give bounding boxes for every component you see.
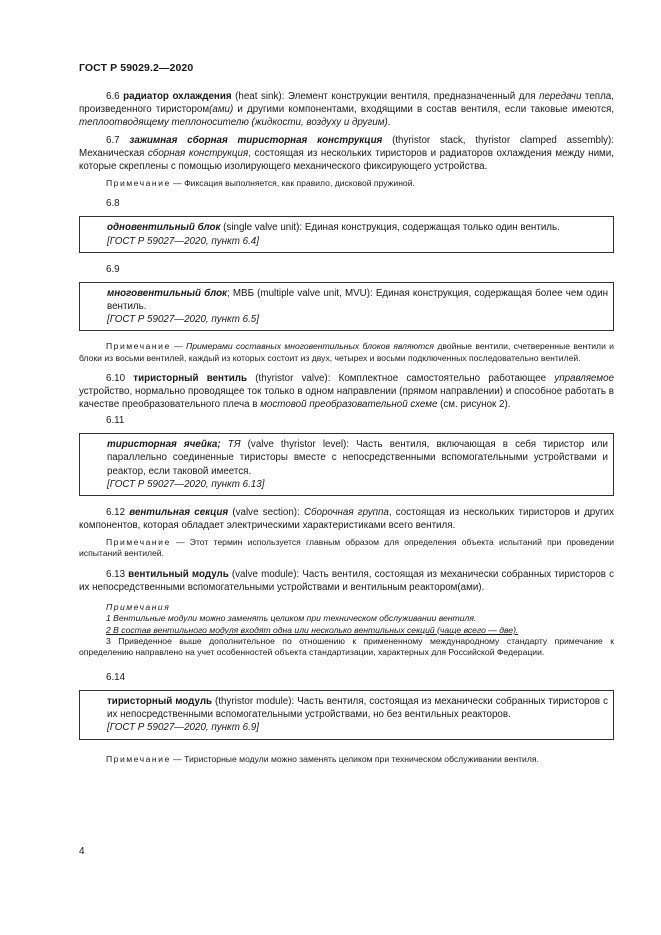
clause-number-6-11: 6.11 bbox=[106, 415, 125, 427]
clause-number: 6.10 bbox=[106, 373, 134, 385]
term-text: устройство, нормально проводящее ток только в одном направлении (прямом направлении) и способное работать в качестве преобразовательного плеча в bbox=[79, 386, 614, 411]
term-text: . bbox=[387, 117, 391, 128]
document-header: ГОСТ Р 59029.2—2020 bbox=[79, 62, 194, 74]
note-6-14 bbox=[79, 754, 614, 765]
term-name: одновентильный блок bbox=[107, 222, 221, 234]
reference: [ГОСТ Р 59027—2020, пункт 6.5] bbox=[107, 314, 259, 326]
term-text: (thyristor stack, thyristor clamped assembly): Механическая bbox=[79, 135, 614, 159]
note-item-3: 3 Приведенное выше дополнительное по отношению к примененному международному стандарту примечание к определению направлено на учет особенностей объекта стандартизации, характерных для Российской Федерации. bbox=[79, 636, 614, 658]
note-text: — bbox=[170, 341, 186, 352]
reference: [ГОСТ Р 59027—2020, пункт 6.9] bbox=[107, 722, 259, 734]
term-name: вентильная секция bbox=[129, 507, 229, 519]
note-text: — Этот термин используется главным образом для определения объекта испытаний при проведении испытаний вентилей. bbox=[79, 537, 614, 559]
term-text-italic: сборная конструкция bbox=[147, 148, 249, 159]
term-text: (thyristor module): Часть вентиля, состоящая из механически собранных тиристоров с их непосредственными вспомогательными устройствами, но без вентильных реакторов. bbox=[107, 695, 608, 721]
page-body bbox=[79, 90, 614, 773]
term-text-italic: теплоотводящему теплоносителю (жидкости, воздуху и другим) bbox=[79, 117, 388, 128]
term-text: (valve thyristor level): Часть вентиля, включающая в себя тиристор или параллельно соединенные тиристоры вместе с непосредственными вспомогательными устройствами и реактор, если таковой имеется. bbox=[107, 439, 609, 477]
note-text-italic: Примерами составных многовентильных блоков являются bbox=[185, 341, 434, 352]
term-name: вентильный модуль bbox=[128, 568, 229, 580]
reference: [ГОСТ Р 59027—2020, пункт 6.13] bbox=[107, 478, 265, 490]
clause-number: 6.12 bbox=[106, 507, 130, 519]
term-abbreviation: ТЯ bbox=[220, 439, 241, 451]
term-text: ; МВБ (multiple valve unit, MVU): Единая конструкция, содержащая более чем один вентиль. bbox=[107, 287, 608, 313]
term-box-6-14 bbox=[79, 690, 614, 740]
clause-number: 6.7 bbox=[106, 135, 130, 146]
notes-6-13 bbox=[79, 602, 614, 659]
term-text: , состоящая из нескольких тиристоров и радиаторов охлаждения между ними, которые скреплены с помощью изолирующего механического фиксирующего устройства. bbox=[79, 148, 614, 172]
term-name: многовентильный блок bbox=[107, 287, 228, 299]
term-6-6 bbox=[79, 90, 614, 129]
note-label: Примечание bbox=[106, 178, 171, 188]
term-text: (single valve unit): Единая конструкция, содержащая только один вентиль. bbox=[220, 222, 560, 234]
term-text-italic: (ами) bbox=[209, 104, 234, 115]
term-text-italic: передачи bbox=[539, 91, 582, 102]
term-text: (valve section): bbox=[228, 507, 304, 519]
term-name: радиатор охлаждения bbox=[123, 91, 232, 102]
note-label: Примечание bbox=[106, 537, 171, 548]
term-text: , состоящая из нескольких тиристоров и других компонентов, которая обладает электрическими характеристиками всего вентиля. bbox=[79, 507, 614, 532]
note-text: — Фиксация выполняется, как правило, дисковой пружиной. bbox=[170, 178, 415, 188]
page-number: 4 bbox=[79, 846, 85, 857]
term-text-italic: управляемое bbox=[554, 373, 614, 385]
term-text: (valve module): Часть вентиля, состоящая из механически собранных тиристоров с их непосредственными вспомогательными устройствами и вентильным реактором(ами). bbox=[79, 568, 614, 593]
term-6-12 bbox=[79, 506, 614, 532]
term-text: и другими компонентами, входящими в состав вентиля, если таковые имеются, bbox=[233, 104, 614, 115]
note-item-2: 2 В состав вентильного модуля входят одна или несколько вентильных секций (чаще всего — две). bbox=[106, 624, 519, 635]
note-label: Примечание bbox=[106, 753, 171, 764]
note-item-1: 1 Вентильные модули можно заменять целиком при техническом обслуживании вентиля. bbox=[106, 613, 477, 624]
term-name: тиристорный вентиль bbox=[133, 373, 248, 385]
term-name: тиристорная ячейка; bbox=[107, 439, 221, 451]
term-text-italic: Сборочная группа bbox=[303, 507, 389, 519]
reference: [ГОСТ Р 59027—2020, пункт 6.4] bbox=[107, 235, 259, 247]
term-box-6-9 bbox=[79, 282, 614, 332]
clause-number-6-9: 6.9 bbox=[106, 263, 120, 275]
clause-number-6-8: 6.8 bbox=[106, 198, 120, 210]
note-label: Примечание bbox=[106, 341, 171, 352]
term-text: тепла, произведенного тиристором bbox=[79, 91, 614, 115]
note-6-7 bbox=[79, 178, 614, 189]
term-6-13 bbox=[79, 568, 614, 594]
clause-number: 6.6 bbox=[106, 91, 124, 102]
note-6-9 bbox=[79, 341, 614, 364]
note-6-12 bbox=[79, 537, 614, 560]
term-name: тиристорный модуль bbox=[107, 695, 213, 707]
term-6-10 bbox=[79, 372, 614, 411]
clause-number-6-14: 6.14 bbox=[106, 671, 126, 683]
term-text: (heat sink): Элемент конструкции вентиля, предназначенный для bbox=[231, 91, 540, 102]
notes-heading: Примечания bbox=[106, 601, 171, 612]
term-text-italic: мостовой преобразовательной схеме bbox=[260, 399, 438, 411]
note-text: — Тиристорные модули можно заменять целиком при техническом обслуживании вентиля. bbox=[170, 753, 539, 764]
term-text: (см. рисунок 2). bbox=[437, 399, 511, 411]
term-text: (thyristor valve): Комплектное самостоятельно работающее bbox=[247, 373, 555, 385]
term-box-6-8 bbox=[79, 216, 614, 252]
term-name: зажимная сборная тиристорная конструкция bbox=[129, 135, 383, 146]
term-6-7 bbox=[79, 134, 614, 173]
term-box-6-11 bbox=[79, 433, 614, 496]
note-text: двойные вентили, счетверенные вентили и блоки из восьми вентилей, каждый из которых состоит из двух, четырех и восьми подключенных последовательно вентилей. bbox=[79, 341, 614, 363]
clause-number: 6.13 bbox=[106, 568, 129, 580]
